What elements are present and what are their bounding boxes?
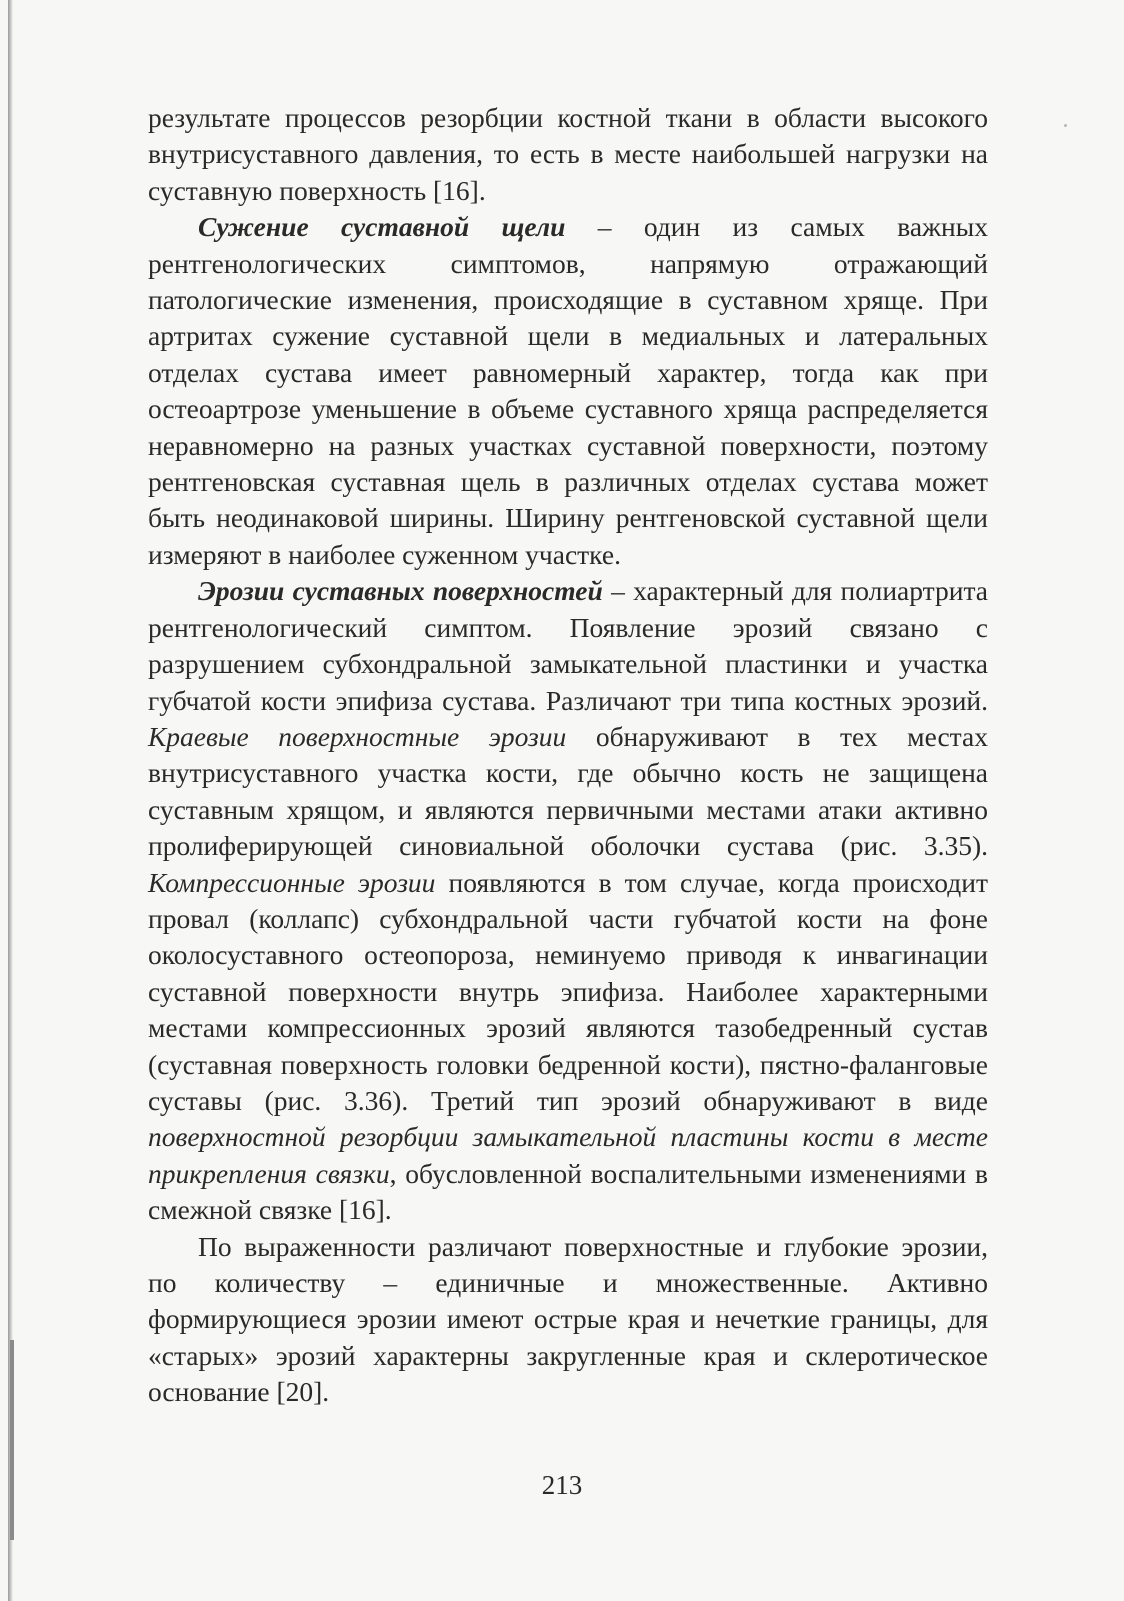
- paragraph-text: – один из самых важных рентгенологических симптомов, напрямую отражающий патологические изменения, происходящие в суставном хряще. При артритах сужение суставной щели в медиальных и латеральных отделах сустава имеет равномерный характер, тогда как при остеоартрозе уменьшение в объеме суставного хряща распределяется неравномерно на разных участках суставной поверхности, поэтому рентгеновская суставная щель в различных отделах сустава может быть неодинаковой ширины. Ширину рентгеновской суставной щели измеряют в наиболее суженном участке.: [148, 211, 988, 570]
- paragraph-text: По выраженности различают поверхностные и глубокие эрозии, по количеству – единичные и множественные. Активно формирующиеся эрозии имеют острые края и нечеткие границы, для «старых» эрозий характерны закругленные края и склеротическое основание [20].: [148, 1230, 988, 1408]
- scan-speck: [1064, 124, 1067, 127]
- term-joint-space-narrowing: Сужение суставной щели: [198, 211, 566, 243]
- paragraph-joint-space-narrowing: [148, 209, 988, 573]
- paragraph-text: , обусловленной воспалительными изменениями в смежной связке [16].: [148, 1157, 988, 1226]
- paragraph-erosions: [148, 573, 988, 1228]
- page-number: 213: [541, 1470, 583, 1500]
- paragraph-text: появляются в том случае, когда происходит провал (коллапс) субхондральной части губчатой кости на фоне околосуставного остеопороза, неминуемо приводя к инвагинации суставной поверхности внутрь эпифиза. Наиболее характерными местами компрессионных эрозий являются тазобедренный сустав (суставная поверхность головки бедренной кости), пястно-фаланговые суставы (рис. 3.36). Третий тип эрозий обнаруживают в виде: [148, 866, 988, 1116]
- emphasis-marginal-erosions: Краевые поверхностные эрозии: [148, 720, 567, 752]
- binding-edge-mark: [10, 1340, 14, 1540]
- paragraph-erosion-classification: [148, 1229, 988, 1411]
- paragraph-text: результате процессов резорбции костной ткани в области высокого внутрисуставного давления, то есть в месте наибольшей нагрузки на суставную поверхность [16].: [148, 102, 988, 206]
- emphasis-compression-erosions: Компрессионные эрозии: [148, 866, 436, 898]
- paragraph-continuation: [148, 100, 988, 209]
- emphasis-surface-resorption: поверхностной резорбции замыкательной пластины кости в месте прикрепления связки: [148, 1121, 988, 1189]
- paragraph-text: – характерный для полиартрита рентгенологический симптом. Появление эрозий связано с разрушением субхондральной замыкательной пластинки и участка губчатой кости эпифиза сустава. Различают три типа костных эрозий.: [148, 575, 989, 716]
- text-column: [148, 100, 988, 1411]
- term-erosions: Эрозии суставных поверхностей: [198, 575, 603, 607]
- paragraph-text: обнаруживают в тех местах внутрисуставного участка кости, где обычно кость не защищена суставным хрящом, и являются первичными местами атаки активно пролиферирующей синовиальной оболочки сустава (рис. 3.35).: [148, 720, 988, 862]
